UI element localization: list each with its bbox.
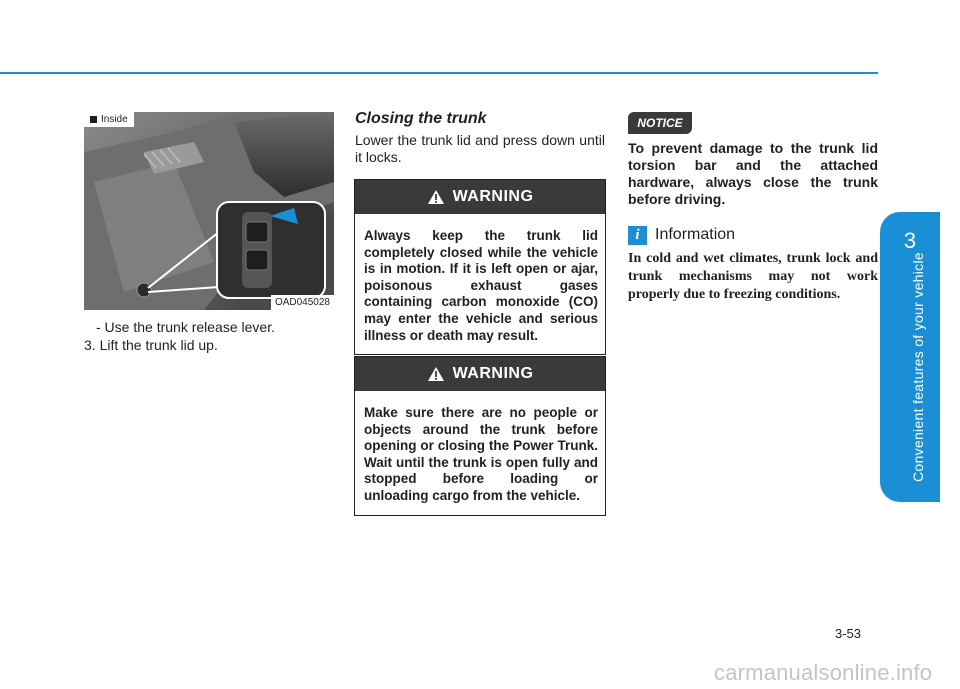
warning-box-exhaust [354, 179, 606, 355]
warning-triangle-icon [427, 189, 445, 205]
chapter-side-tab [880, 212, 940, 502]
warning-title: WARNING [452, 188, 534, 205]
site-watermark: carmanualsonline.info [714, 660, 933, 685]
information-icon: i [628, 226, 647, 245]
warning-header [355, 180, 605, 214]
car-interior-illustration [84, 112, 334, 310]
warning-text: Always keep the trunk lid completely closed while the vehicle is in motion. If it is left open or ajar, poisonous exhaust gases containing carbon monoxide (CO) may enter the vehicle and serious illness or death may result. [364, 228, 598, 343]
warning-header [355, 357, 605, 391]
page-number: 3-53 [835, 626, 862, 641]
information-heading: Information [655, 226, 736, 243]
warning-title: WARNING [452, 365, 534, 382]
step-release-lever: - Use the trunk release lever. [96, 319, 275, 335]
notice-badge: NOTICE [628, 112, 692, 134]
warning-text: Make sure there are no people or objects around the trunk before opening or closing the Power Trunk. Wait until the trunk is open fully and stopped before loading or unloading cargo from the vehicle. [364, 405, 598, 503]
notice-text: To prevent damage to the trunk lid torsion bar and the attached hardware, always close the trunk before driving. [628, 140, 878, 207]
top-rule [0, 72, 878, 74]
step-lift-trunk: 3. Lift the trunk lid up. [84, 337, 218, 353]
closing-trunk-text: Lower the trunk lid and press down until it locks. [355, 132, 605, 165]
warning-box-power-trunk [354, 356, 606, 516]
closing-trunk-heading: Closing the trunk [355, 110, 487, 127]
chapter-title: Convenient features of your vehicle [910, 252, 926, 482]
chapter-number: 3 [903, 228, 917, 253]
square-bullet-icon [90, 116, 97, 123]
warning-triangle-icon [427, 366, 445, 382]
figure-location-tag [84, 112, 134, 127]
figure-code: OAD045028 [271, 295, 334, 310]
information-text: In cold and wet climates, trunk lock and trunk mechanisms may not work properly due to freezing conditions. [628, 251, 878, 302]
trunk-release-photo [84, 112, 334, 310]
figure-location-label: Inside [101, 114, 128, 125]
